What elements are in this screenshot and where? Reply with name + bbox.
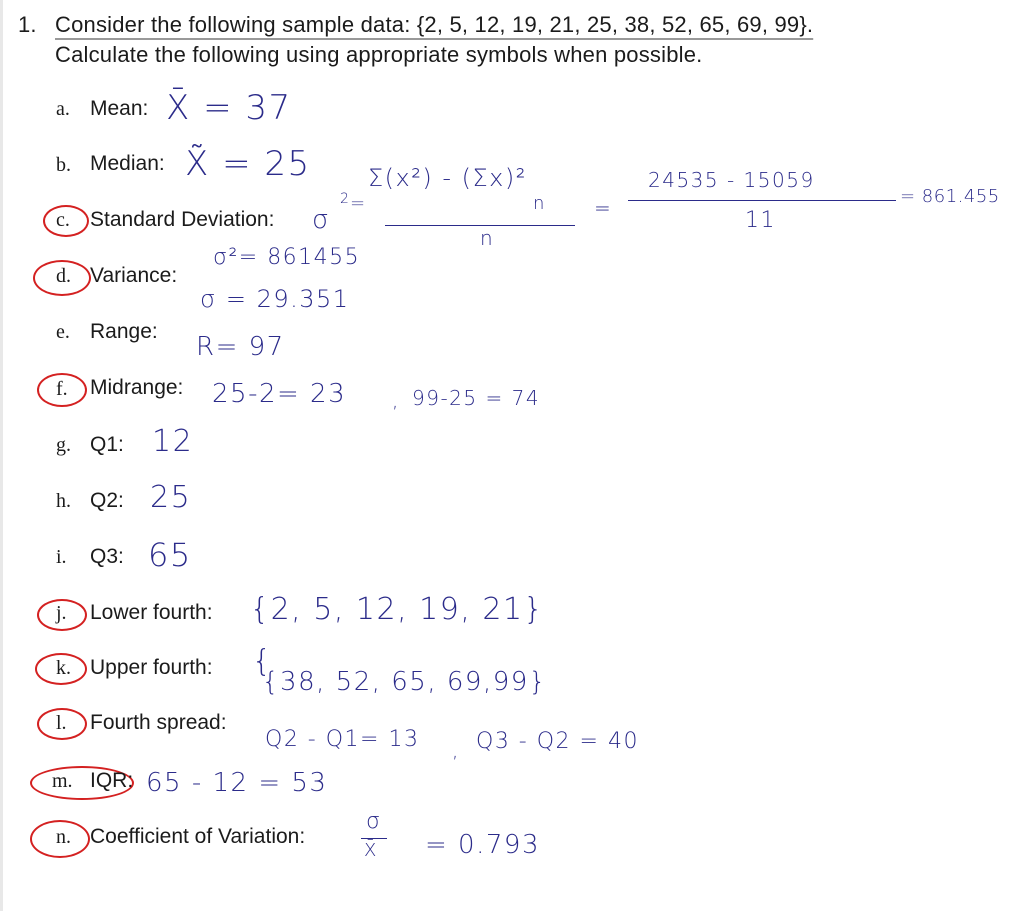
- item-i-label: Q3:: [90, 545, 124, 568]
- sd-numerator-2: 24535 - 15059: [648, 168, 815, 192]
- cv-numerator: σ: [366, 809, 382, 834]
- fourth-spread-comma: ,: [452, 738, 460, 762]
- lower-fourth-answer: {2, 5, 12, 19, 21}: [250, 592, 545, 627]
- sd-fraction-line-2: [628, 200, 896, 201]
- midrange-answer-1: 25-2= 23: [212, 379, 347, 409]
- item-m-letter: m.: [52, 770, 73, 792]
- sd-result: = 861.455: [900, 186, 1000, 207]
- fourth-spread-answer-2: Q3 - Q2 = 40: [476, 729, 639, 754]
- item-b-letter: b.: [56, 154, 71, 176]
- page-edge: [0, 0, 3, 911]
- sd-numerator: Σ(x²) - (Σx)²: [368, 164, 527, 192]
- item-m-label: IQR:: [90, 769, 134, 792]
- sd-inner-denominator: n: [533, 193, 546, 214]
- question-number: 1.: [18, 12, 37, 37]
- item-k-label: Upper fourth:: [90, 656, 213, 679]
- item-n-label: Coefficient of Variation:: [90, 825, 306, 848]
- item-h-label: Q2:: [90, 489, 124, 512]
- question-line-1: Consider the following sample data: {2, 5, 12, 19, 21, 25, 38, 52, 65, 69, 99}.: [55, 12, 814, 37]
- item-k-letter: k.: [56, 657, 71, 679]
- item-f-label: Midrange:: [90, 376, 184, 399]
- item-a-letter: a.: [56, 98, 70, 120]
- item-a-label: Mean:: [90, 97, 149, 120]
- fourth-spread-answer-1: Q2 - Q1= 13: [265, 727, 420, 752]
- item-l-label: Fourth spread:: [90, 711, 227, 734]
- item-j-label: Lower fourth:: [90, 601, 213, 624]
- midrange-comma: ,: [392, 388, 400, 412]
- sd-equals-2: =: [594, 196, 613, 220]
- iqr-answer: 65 - 12 = 53: [146, 768, 328, 798]
- item-n-letter: n.: [56, 826, 71, 848]
- sd-sigma: σ: [312, 205, 330, 235]
- variance-answer: σ²= 861455: [213, 245, 361, 270]
- upper-fourth-answer: {38, 52, 65, 69,99}: [262, 667, 547, 697]
- sd-denominator-2: 11: [745, 208, 776, 233]
- item-g-label: Q1:: [90, 433, 124, 456]
- item-i-letter: i.: [56, 546, 67, 568]
- item-b-label: Median:: [90, 152, 165, 175]
- item-j-letter: j.: [56, 602, 67, 624]
- midrange-answer-2: 99-25 = 74: [412, 386, 541, 410]
- item-f-letter: f.: [56, 378, 68, 400]
- q1-answer: 12: [152, 424, 194, 459]
- sd-squared: 2: [340, 191, 351, 207]
- cv-fraction-line: [361, 838, 387, 839]
- question-line-2: Calculate the following using appropriate symbols when possible.: [55, 42, 703, 67]
- item-c-label: Standard Deviation:: [90, 208, 275, 231]
- cv-denominator: X̄: [364, 840, 378, 861]
- upper-fourth-brace: {: [252, 644, 273, 679]
- cv-result: = 0.793: [425, 830, 540, 860]
- range-answer: R= 97: [196, 332, 285, 362]
- q2-answer: 25: [150, 480, 192, 515]
- item-d-label: Variance:: [90, 264, 178, 287]
- sd-denominator: n: [480, 226, 495, 250]
- sigma-answer: σ = 29.351: [200, 285, 350, 313]
- item-h-letter: h.: [56, 490, 71, 512]
- sd-equals: =: [350, 193, 367, 214]
- item-e-letter: e.: [56, 321, 70, 343]
- item-d-letter: d.: [56, 265, 71, 287]
- item-l-letter: l.: [56, 712, 67, 734]
- item-c-letter: c.: [56, 209, 70, 231]
- mean-answer: X̄ = 37: [166, 88, 292, 128]
- item-g-letter: g.: [56, 434, 71, 456]
- item-e-label: Range:: [90, 320, 158, 343]
- q3-answer: 65: [148, 536, 192, 574]
- median-answer: X̃ = 25: [185, 144, 311, 184]
